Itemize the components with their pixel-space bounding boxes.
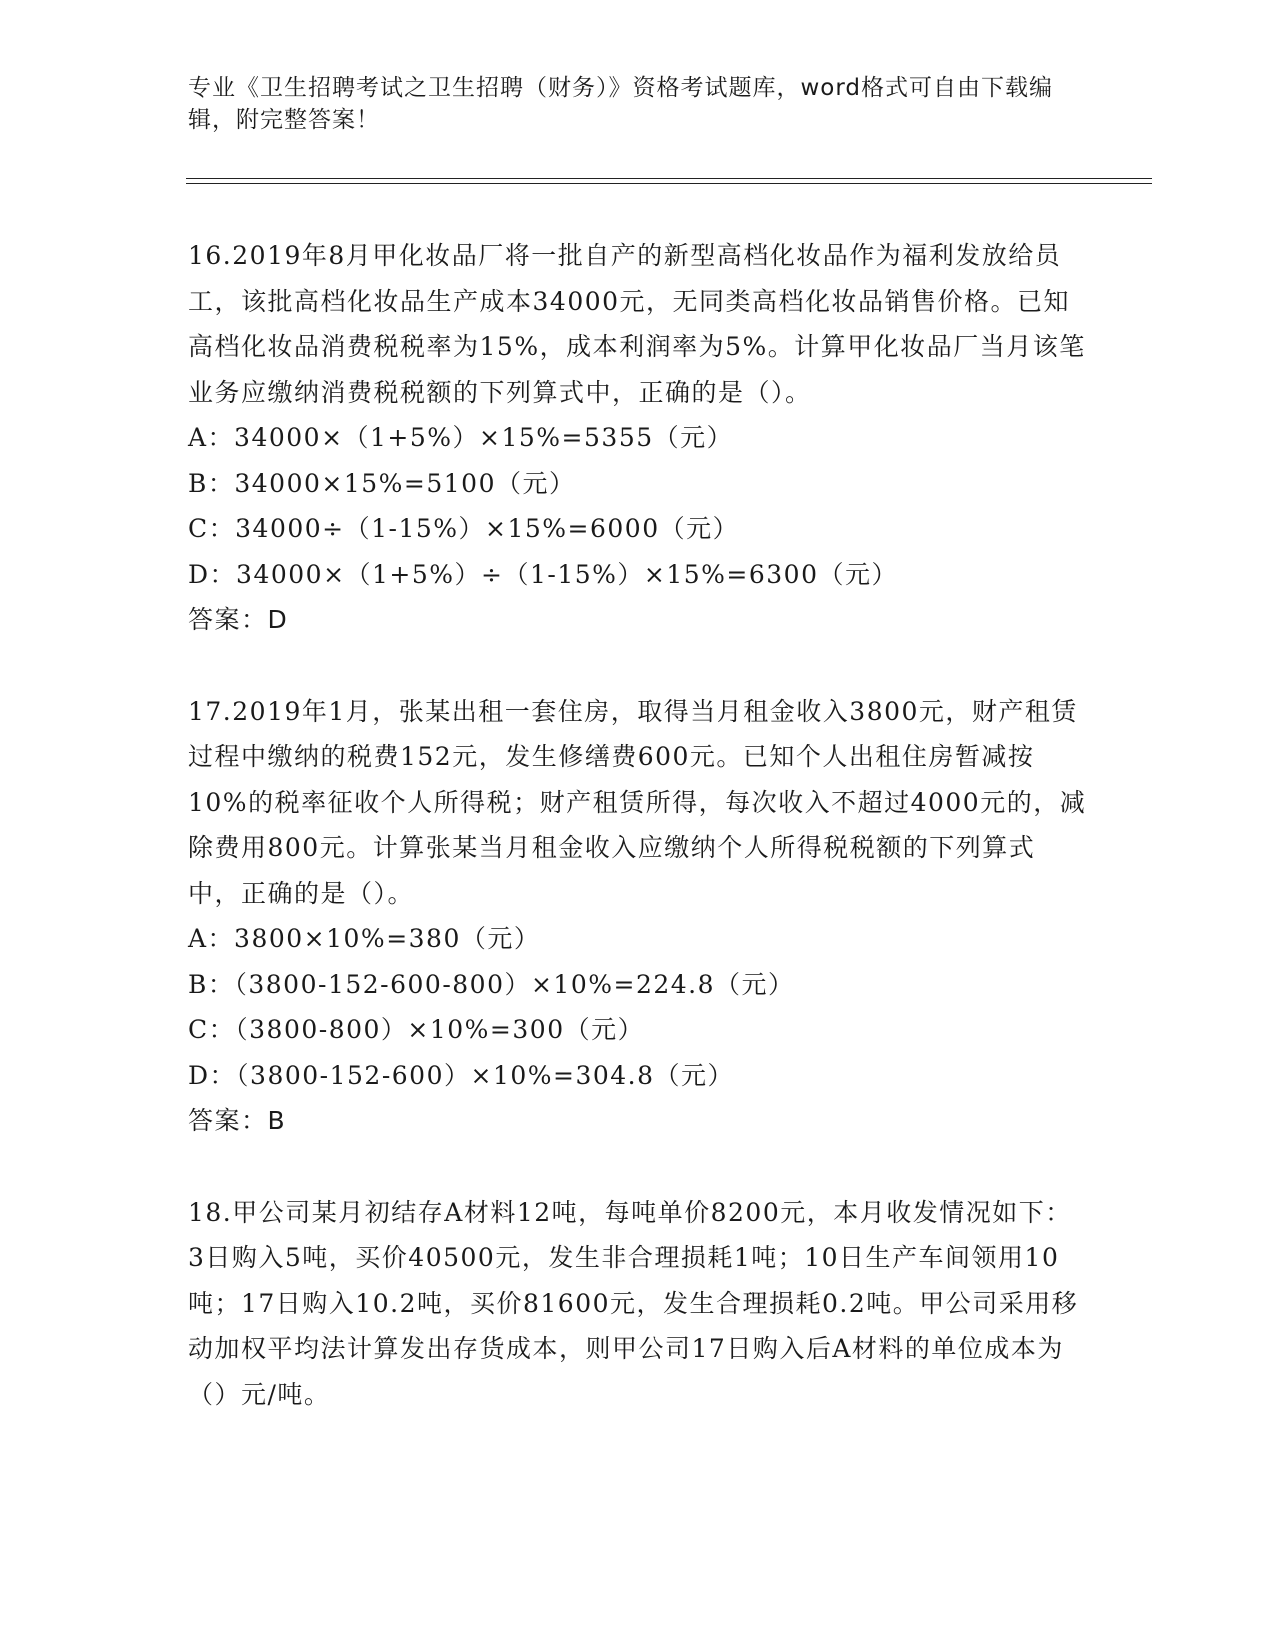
question-list [188,233,1088,1417]
option-c: C：（3800-800）×10%=300（元） [188,1015,645,1044]
question-18 [188,1190,1088,1418]
option-a: A：3800×10%=380（元） [188,924,541,953]
question-16 [188,233,1088,643]
question-spacer [188,643,1088,689]
answer: 答案：B [188,1106,287,1135]
answer: 答案：D [188,605,289,634]
question-stem: 18.甲公司某月初结存A材料12吨，每吨单价8200元，本月收发情况如下：3日购入5吨，买价40500元，发生非合理损耗1吨；10日生产车间领用10吨；17日购入10.2吨，买价81600元，发生合理损耗0.2吨。甲公司采用移动加权平均法计算发出存货成本，则甲公司17日购入后A材料的单位成本为（）元/吨。 [188,1197,1079,1409]
option-b: B：34000×15%=5100（元） [188,468,576,498]
question-stem: 17.2019年1月，张某出租一套住房，取得当月租金收入3800元，财产租赁过程中缴纳的税费152元，发生修缮费600元。已知个人出租住房暂减按10%的税率征收个人所得税；财产租赁所得，每次收入不超过4000元的，减除费用800元。计算张某当月租金收入应缴纳个人所得税税额的下列算式中，正确的是（）。 [188,696,1087,908]
option-d: D：（3800-152-600）×10%=304.8（元） [188,1060,735,1090]
header-divider-top [186,178,1152,179]
option-d: D：34000×（1+5%）÷（1-15%）×15%=6300（元） [188,559,898,589]
question-spacer [188,1144,1088,1190]
question-stem: 16.2019年8月甲化妆品厂将一批自产的新型高档化妆品作为福利发放给员工，该批高档化妆品生产成本34000元，无同类高档化妆品销售价格。已知高档化妆品消费税税率为15%，成本利润率为5%。计算甲化妆品厂当月该笔业务应缴纳消费税税额的下列算式中，正确的是（）。 [188,241,1086,407]
document-header: 专业《卫生招聘考试之卫生招聘（财务）》资格考试题库，word格式可自由下载编辑，附完整答案！ [188,75,1054,133]
option-c: C：34000÷（1-15%）×15%=6000（元） [188,514,740,543]
option-b: B：（3800-152-600-800）×10%=224.8（元） [188,969,795,999]
option-a: A：34000×（1+5%）×15%=5355（元） [188,423,734,452]
question-17 [188,689,1088,1144]
header-divider-bottom [186,183,1152,184]
